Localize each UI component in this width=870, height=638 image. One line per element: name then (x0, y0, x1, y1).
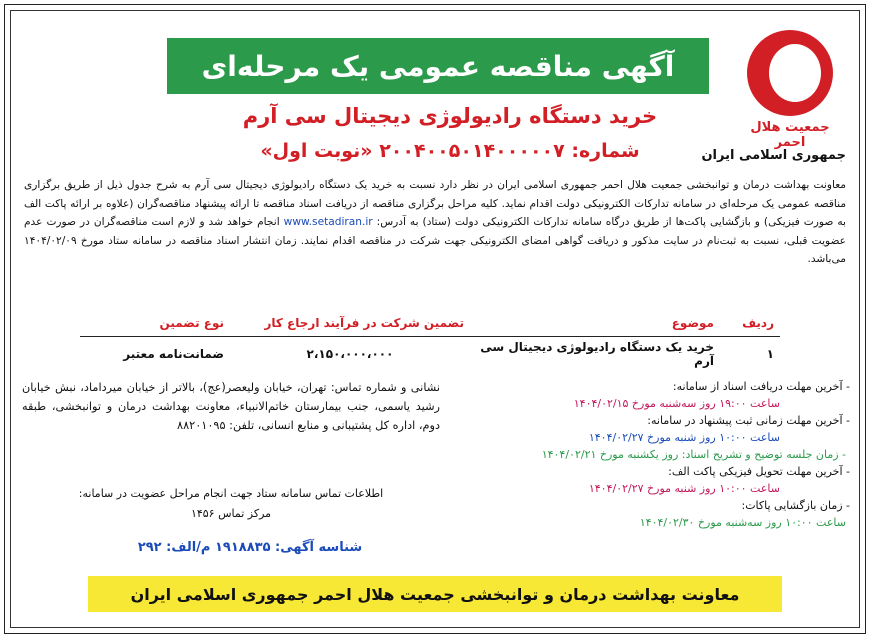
cell-row-number: ۱ (766, 347, 774, 361)
subject-title: خرید دستگاه رادیولوژی دیجیتال سی آرم (242, 104, 658, 128)
physical-deadline-value: ساعت ۱۰:۰۰ روز شنبه مورخ ۱۴۰۴/۰۲/۲۷ (588, 482, 780, 495)
setad-link[interactable]: www.setadiran.ir (283, 216, 373, 229)
country-name: جمهوری اسلامی ایران (701, 148, 846, 163)
call-center: مرکز تماس ۱۴۵۶ (190, 507, 272, 520)
cell-subject: خرید یک دستگاه رادیولوژی دیجیتال سی آرم (480, 340, 714, 368)
cell-guarantee-type: ضمانت‌نامه معتبر (123, 347, 224, 361)
page-title: آگهی مناقصه عمومی یک مرحله‌ای (167, 38, 709, 94)
table-row (80, 334, 780, 374)
doc-deadline-value: ساعت ۱۹:۰۰ روز سه‌شنبه مورخ ۱۴۰۴/۰۲/۱۵ (573, 397, 780, 410)
header-subject: موضوع (671, 316, 714, 330)
cell-guarantee-amount: ۲،۱۵۰،۰۰۰،۰۰۰ (306, 347, 394, 361)
announcement-body (24, 176, 846, 269)
tender-number: شماره: ۲۰۰۴۰۰۵۰۱۴۰۰۰۰۰۷ «نوبت اول» (260, 140, 640, 162)
table-header-row (80, 312, 780, 334)
opening-value: ساعت ۱۰:۰۰ روز سه‌شنبه مورخ ۱۴۰۴/۰۲/۳۰ (639, 516, 846, 529)
physical-deadline-label: - آخرین مهلت تحویل فیزیکی پاکت الف: (668, 465, 850, 478)
bid-deadline-value: ساعت ۱۰:۰۰ روز شنبه مورخ ۱۴۰۴/۰۲/۲۷ (588, 431, 780, 444)
briefing-session: - زمان جلسه توضیح و تشریح اسناد: روز یکشنبه مورخ ۱۴۰۴/۰۲/۲۱ (541, 448, 846, 461)
body-text-part2: انجام خواهد شد و لازم است مناقصه‌گران در صورت عدم عضویت قبلی، نسبت به ثبت‌نام در سایت مذکور و دریافت گواهی امضای الکترونیکی جهت شرکت در مناقصه اقدام نمایند. زمان انتشار اسناد مناقصه در سامانه ستاد مورخ ۱۴۰۴/۰۲/۰۹ می‌باشد. (24, 216, 846, 266)
table-divider (80, 336, 780, 337)
footer-banner: معاونت بهداشت درمان و توانبخشی جمعیت هلال احمر جمهوری اسلامی ایران (88, 576, 782, 612)
red-crescent-logo (738, 30, 842, 150)
body-text-part1: معاونت بهداشت درمان و توانبخشی جمعیت هلال احمر جمهوری اسلامی ایران در نظر دارد نسبت به خرید یک دستگاه رادیولوژی دیجیتال سی آرم به شرح جدول ذیل از طریق برگزاری مناقصه عمومی یک مرحله‌ای در سامانه تدارکات الکترونیکی دولت اقدام نماید. کلیه مراحل برگزاری مناقصه از دریافت اسناد مناقصه تا ارائه پیشنهاد مناقصه‌گران (علاوه بر ارائه پاکت الف به صورت فیزیکی) و بازگشایی پاکت‌ها از طریق درگاه سامانه تدارکات الکترونیکی دولت (ستاد) به آدرس: (24, 179, 846, 229)
ad-identifier: شناسه آگهی: ۱۹۱۸۸۳۵ م/الف: ۲۹۲ (137, 540, 363, 555)
contact-address: نشانی و شماره تماس: تهران، خیابان ولیعصر(عج)، بالاتر از خیابان میرداماد، نبش خیابان رشید یاسمی، جنب بیمارستان خاتم‌الانبیاء، معاونت بهداشت درمان و توانبخشی، طبقه دوم، اداره کل پشتیبانی و منابع انسانی، تلفن: ۸۸۲۰۱۰۹۵ (22, 381, 440, 432)
opening-label: - زمان بازگشایی پاکات: (741, 499, 850, 512)
setad-contact (22, 484, 440, 524)
setad-info: اطلاعات تماس سامانه ستاد جهت انجام مراحل عضویت در سامانه: (78, 487, 384, 500)
header-guarantee-amount: تضمین شرکت در فرآیند ارجاع کار (264, 316, 464, 330)
header-guarantee-type: نوع تضمین (159, 316, 224, 330)
tender-table (80, 312, 780, 374)
red-crescent-icon (747, 30, 833, 116)
bid-deadline-label: - آخرین مهلت زمانی ثبت پیشنهاد در سامانه: (647, 414, 850, 427)
deadlines-list (470, 378, 850, 531)
logo-name: جمعیت هلال احمر (750, 120, 830, 150)
doc-deadline-label: - آخرین مهلت دریافت اسناد از سامانه: (672, 380, 850, 393)
header-row-number: ردیف (742, 316, 774, 330)
